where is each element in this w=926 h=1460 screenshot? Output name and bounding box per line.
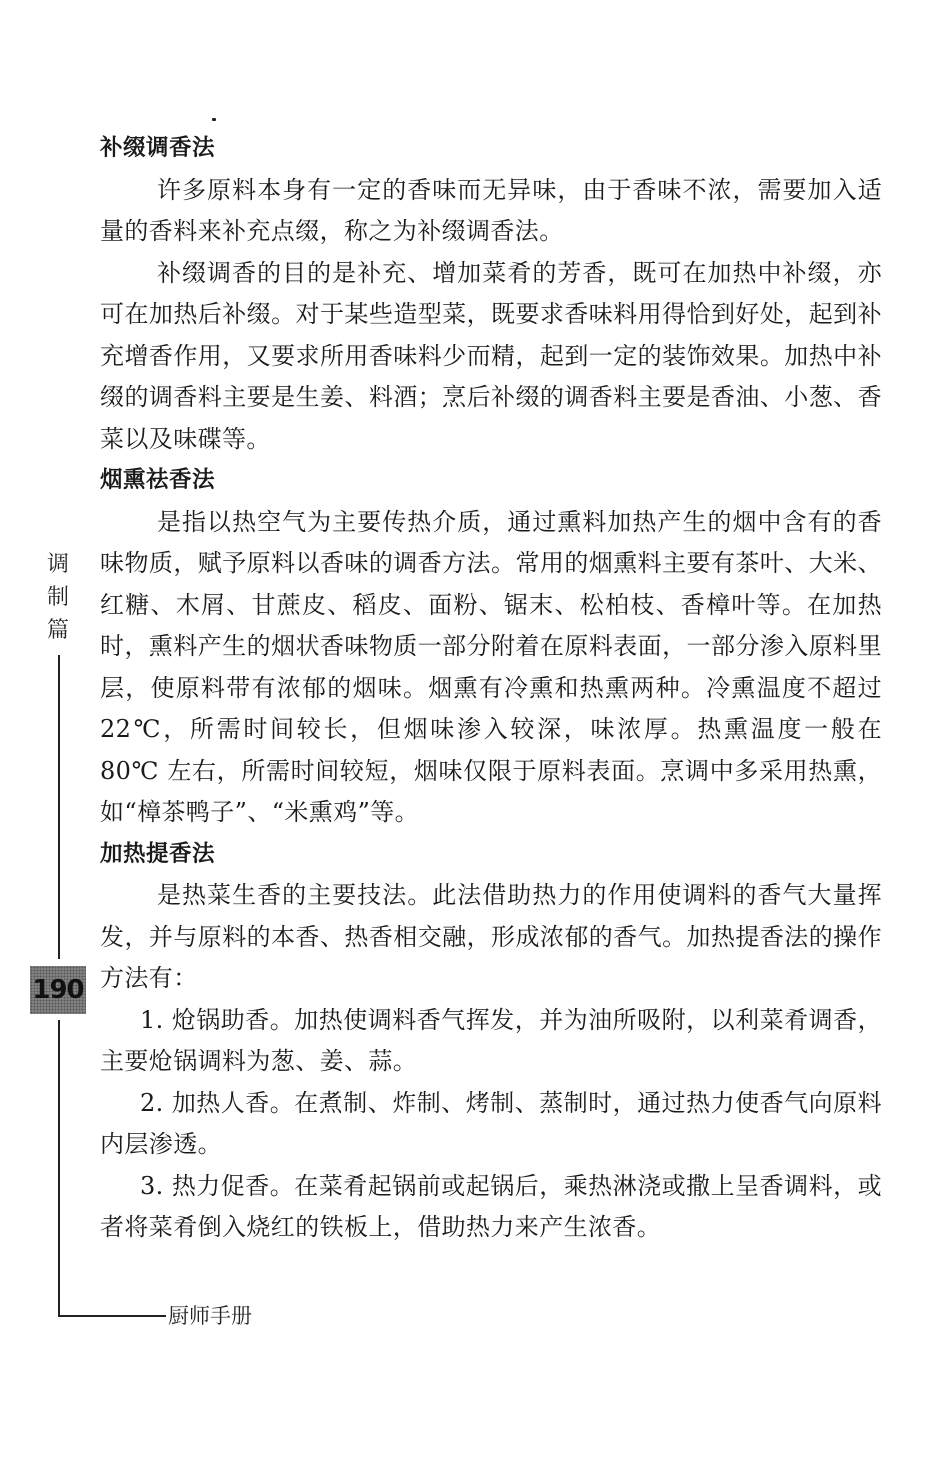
side-label-char: 制 (46, 585, 69, 610)
section-heading: 加热提香法 (100, 840, 216, 867)
footer-book-title: 厨师手册 (168, 1304, 252, 1328)
body-paragraph: 补缀调香的目的是补充、增加菜肴的芳香，既可在加热中补缀，亦可在加热后补缀。对于某些造型菜，既要求香味料用得恰到好处，起到补充增香作用，又要求所用香味料少而精，起到一定的装饰效果。加热中补缀的调香料主要是生姜、料酒；烹后补缀的调香料主要是香油、小葱、香菜以及味碟等。 (100, 258, 882, 453)
margin-rule (58, 1020, 60, 1316)
page-content (100, 128, 882, 1249)
body-paragraph: 许多原料本身有一定的香味而无异味，由于香味不浓，需要加入适量的香料来补充点缀，称之为补缀调香法。 (100, 175, 882, 245)
margin-rule (58, 655, 60, 959)
section-heading: 烟熏祛香法 (100, 467, 216, 493)
list-item: 1. 炝锅助香。加热使调料香气挥发，并为油所吸附，以利菜肴调香，主要炝锅调料为葱、姜、蒜。 (100, 1005, 882, 1075)
ink-speck (212, 118, 216, 121)
side-label-char: 篇 (46, 618, 69, 643)
body-paragraph: 是热菜生香的主要技法。此法借助热力的作用使调料的香气大量挥发，并与原料的本香、热香相交融，形成浓郁的香气。加热提香法的操作方法有： (100, 881, 882, 992)
list-item: 2. 加热人香。在煮制、炸制、烤制、蒸制时，通过热力使香气向原料内层渗透。 (100, 1088, 882, 1158)
list-item: 3. 热力促香。在菜肴起锅前或起锅后，乘热淋浇或撒上呈香调料，或者将菜肴倒入烧红的铁板上，借助热力来产生浓香。 (100, 1171, 882, 1241)
side-label-char: 调 (46, 552, 69, 577)
body-paragraph: 是指以热空气为主要传热介质，通过熏料加热产生的烟中含有的香味物质，赋予原料以香味的调香方法。常用的烟熏料主要有茶叶、大米、红糖、木屑、甘蔗皮、稻皮、面粉、锯末、松柏枝、香樟叶等。在加热时，熏料产生的烟状香味物质一部分附着在原料表面，一部分渗入原料里层，使原料带有浓郁的烟味。烟熏有冷熏和热熏两种。冷熏温度不超过 22℃，所需时间较长，但烟味渗入较深，味浓厚。热熏温度一般在 80℃ 左右，所需时间较短，烟味仅限于原料表面。烹调中多采用热熏，如“樟茶鸭子”、“米熏鸡”等。 (100, 507, 882, 826)
section-heading: 补缀调香法 (100, 135, 216, 161)
page-number: 190 (30, 966, 86, 1014)
chapter-side-label (42, 548, 74, 647)
footer-rule (58, 1315, 166, 1317)
